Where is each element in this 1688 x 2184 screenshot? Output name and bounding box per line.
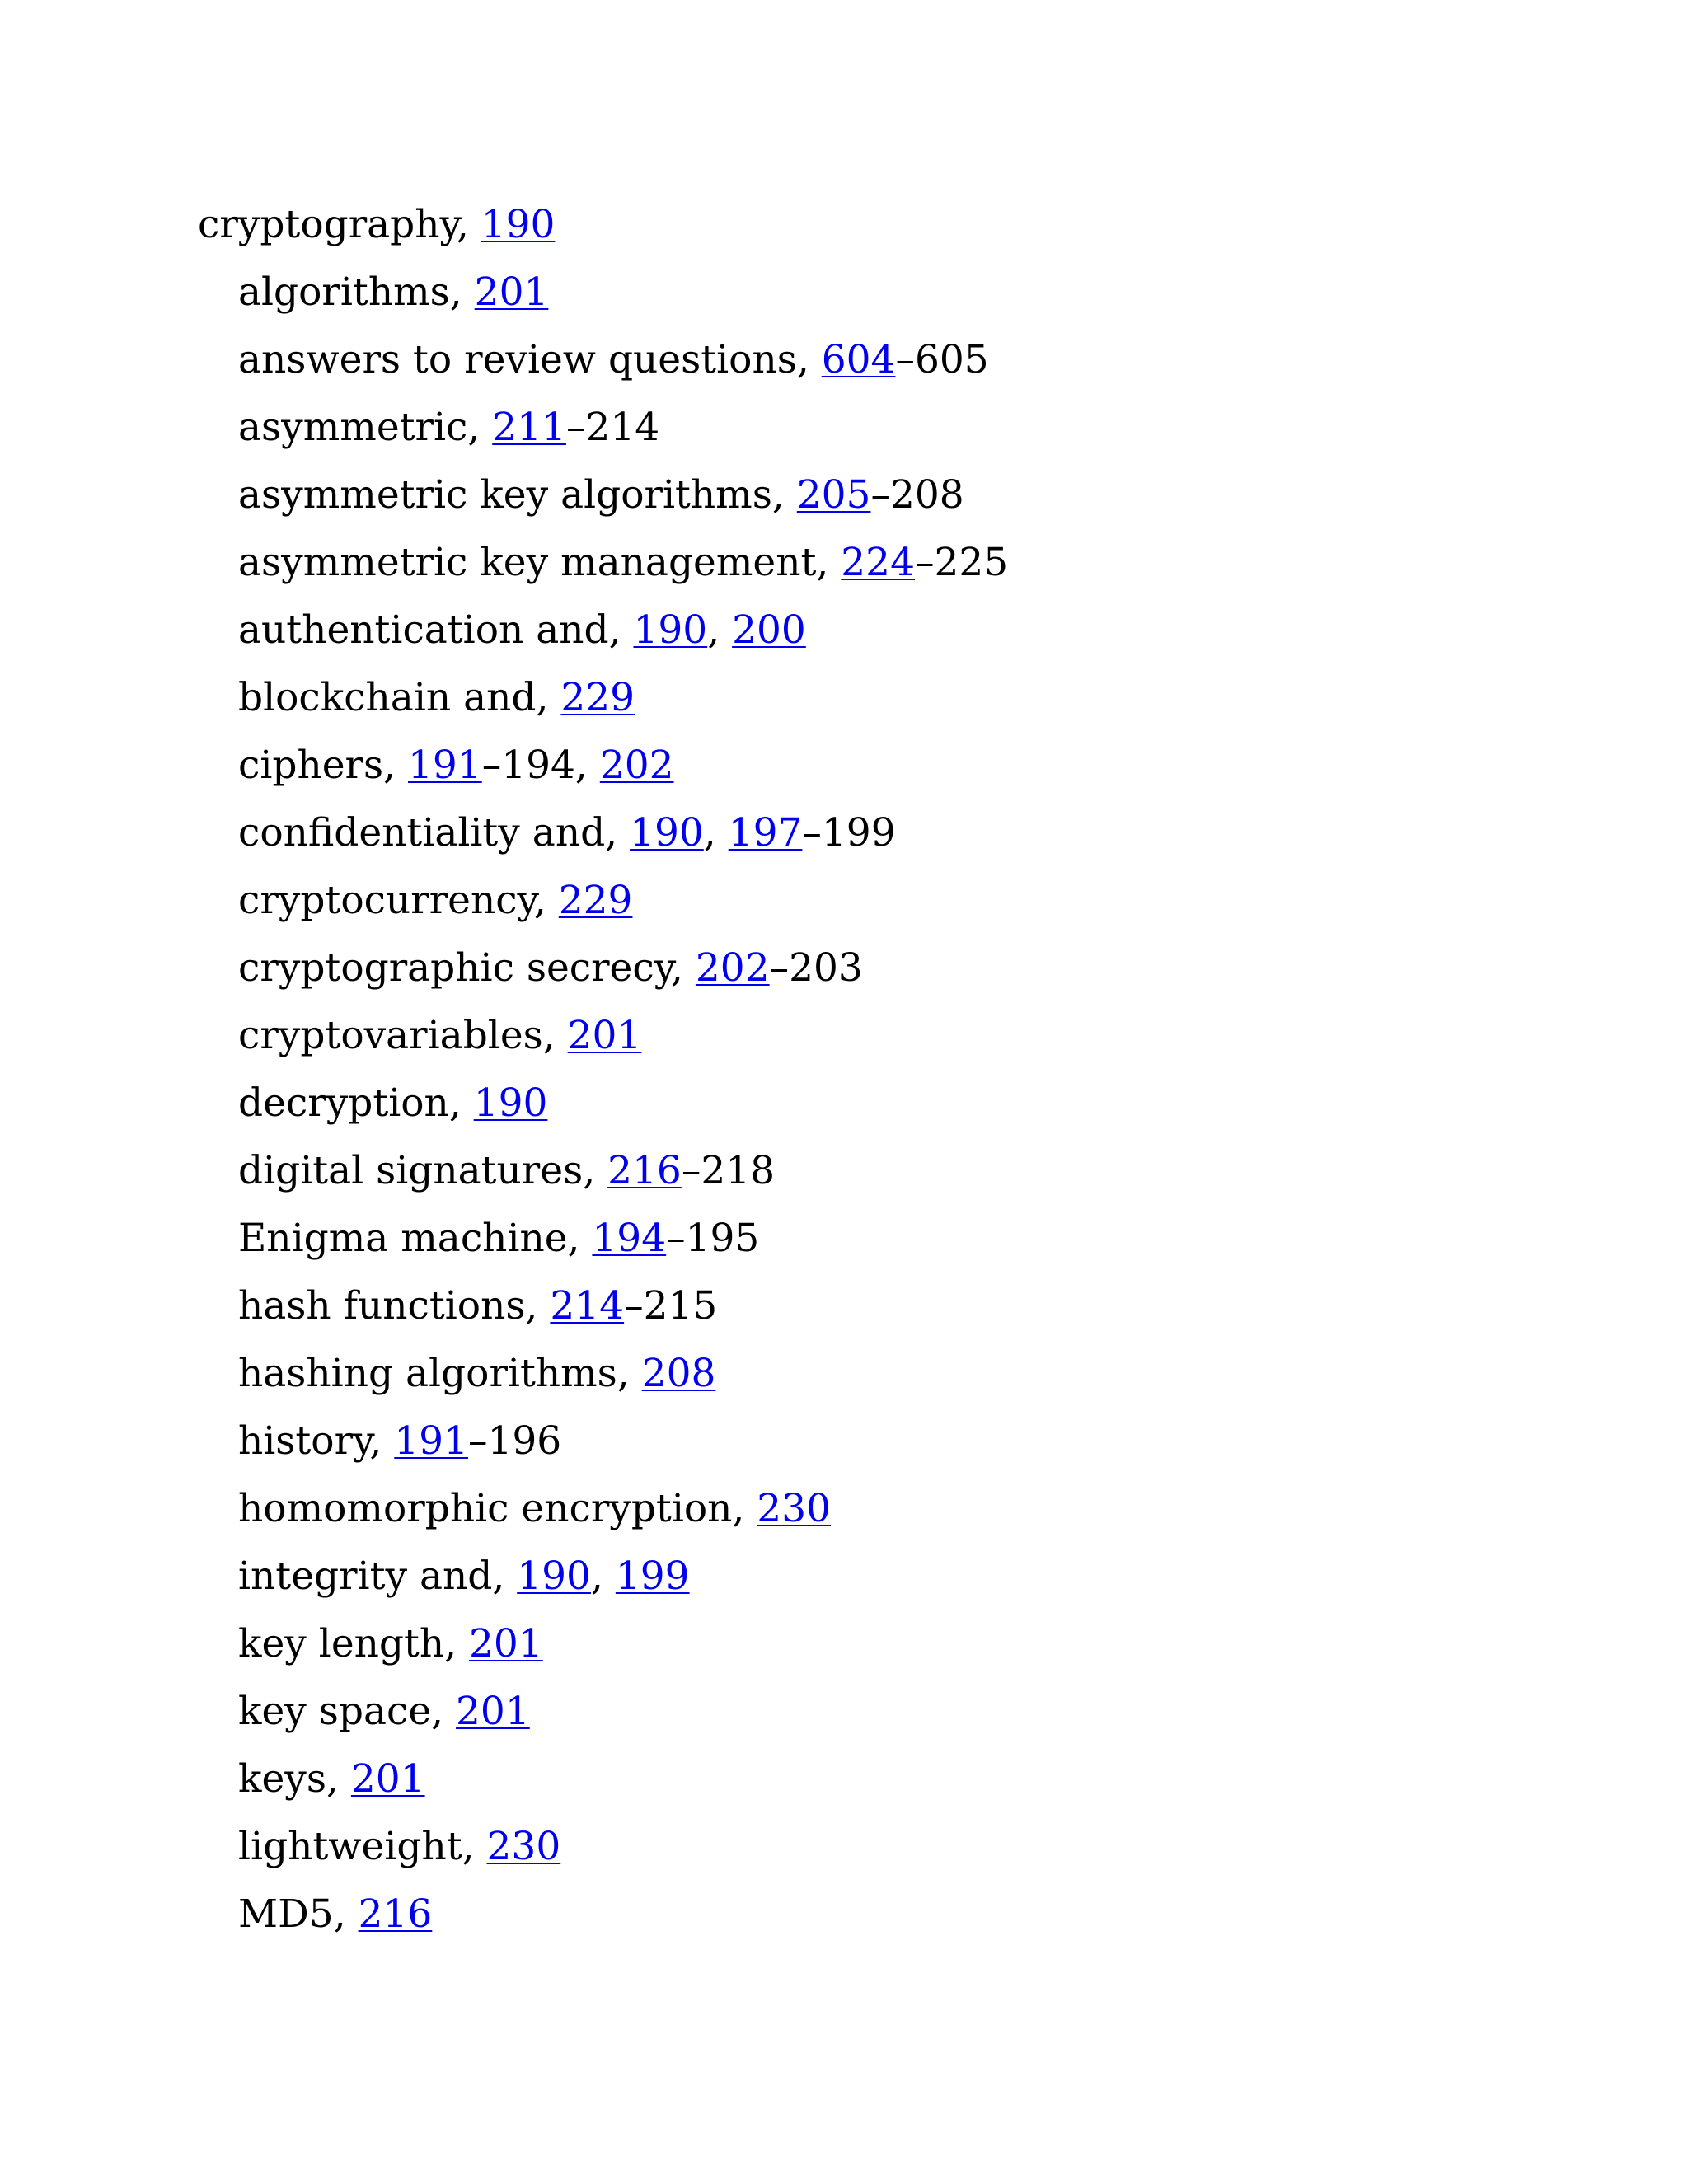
index-subentry	[198, 1813, 1008, 1881]
index-entry-main	[198, 191, 1008, 259]
page-ref-link[interactable]: 205	[796, 472, 871, 518]
page-range-text: –208	[870, 472, 964, 518]
index-subentry	[198, 1137, 1008, 1205]
index-subentry	[198, 394, 1008, 462]
page-range-text: –225	[915, 540, 1009, 585]
index-subentry	[198, 935, 1008, 1002]
page-ref-link[interactable]: 230	[757, 1486, 832, 1531]
entry-term: cryptography,	[198, 202, 481, 247]
subentry-term: integrity and,	[238, 1554, 518, 1599]
page-ref-link[interactable]: 190	[481, 202, 556, 247]
page-ref-link[interactable]: 202	[695, 945, 770, 991]
subentry-term: confidentiality and,	[238, 810, 631, 855]
page-ref-link[interactable]: 229	[558, 878, 633, 923]
page-ref-link[interactable]: 190	[633, 607, 708, 653]
page-ref-link[interactable]: 201	[474, 269, 549, 315]
subentry-term: Enigma machine,	[238, 1216, 593, 1261]
subentry-term: key space,	[238, 1689, 457, 1734]
subentry-term: cryptocurrency,	[238, 878, 559, 923]
subentry-term: hashing algorithms,	[238, 1351, 642, 1396]
page-range-text: ,	[590, 1554, 616, 1599]
index-subentry	[198, 867, 1008, 935]
subentry-term: decryption,	[238, 1080, 474, 1126]
index-subentry	[198, 1881, 1008, 1948]
page-range-text: –214	[565, 405, 660, 450]
page-ref-link[interactable]: 190	[630, 810, 704, 855]
page-ref-link[interactable]: 191	[394, 1418, 468, 1464]
page-range-text: –199	[802, 810, 896, 855]
page-ref-link[interactable]: 230	[486, 1824, 561, 1869]
page-ref-link[interactable]: 197	[728, 810, 803, 855]
index-subentry	[198, 326, 1008, 394]
subentry-term: answers to review questions,	[238, 337, 822, 382]
index-subentry	[198, 462, 1008, 529]
subentry-term: history,	[238, 1418, 395, 1464]
index-subentry	[198, 1272, 1008, 1340]
page-ref-link[interactable]: 216	[607, 1148, 682, 1193]
page-range-text: –194,	[481, 743, 600, 788]
subentry-term: ciphers,	[238, 743, 408, 788]
page-range-text: –605	[895, 337, 989, 382]
page-ref-link[interactable]: 201	[469, 1621, 543, 1666]
subentry-term: asymmetric,	[238, 405, 493, 450]
page-ref-link[interactable]: 202	[599, 743, 674, 788]
subentry-term: asymmetric key algorithms,	[238, 472, 797, 518]
index-subentry	[198, 529, 1008, 597]
page-ref-link[interactable]: 229	[560, 675, 635, 720]
page-ref-link[interactable]: 190	[473, 1080, 548, 1126]
page-ref-link[interactable]: 604	[821, 337, 896, 382]
index-subentry	[198, 259, 1008, 326]
page-ref-link[interactable]: 200	[732, 607, 806, 653]
index-subentry	[198, 664, 1008, 732]
subentry-term: digital signatures,	[238, 1148, 608, 1193]
subentry-term: MD5,	[238, 1891, 359, 1937]
index-subentry	[198, 799, 1008, 867]
page-ref-link[interactable]: 191	[408, 743, 482, 788]
page-ref-link[interactable]: 224	[841, 540, 915, 585]
subentry-term: homomorphic encryption,	[238, 1486, 757, 1531]
index-subentry	[198, 1610, 1008, 1678]
index-subentry	[198, 1543, 1008, 1610]
page-range-text: –196	[467, 1418, 562, 1464]
page-ref-link[interactable]: 214	[550, 1283, 625, 1329]
subentry-term: blockchain and,	[238, 675, 561, 720]
page-range-text: –215	[624, 1283, 718, 1329]
index-subentry	[198, 1340, 1008, 1408]
index-subentry	[198, 1746, 1008, 1813]
page-ref-link[interactable]: 190	[517, 1554, 591, 1599]
subentry-term: key length,	[238, 1621, 470, 1666]
subentry-term: cryptovariables,	[238, 1013, 568, 1058]
subentry-term: keys,	[238, 1756, 351, 1802]
index-subentry	[198, 1475, 1008, 1543]
page-ref-link[interactable]: 211	[492, 405, 566, 450]
index-subentry	[198, 1070, 1008, 1137]
subentry-term: lightweight,	[238, 1824, 487, 1869]
page-ref-link[interactable]: 201	[350, 1756, 425, 1802]
subentry-term: hash functions,	[238, 1283, 551, 1329]
page-ref-link[interactable]: 208	[641, 1351, 716, 1396]
index-subentry	[198, 1205, 1008, 1272]
page-range-text: –218	[681, 1148, 776, 1193]
page-range-text: –195	[666, 1216, 760, 1261]
index-subentry	[198, 732, 1008, 799]
subentry-term: authentication and,	[238, 607, 634, 653]
page-range-text: ,	[707, 607, 733, 653]
page-ref-link[interactable]: 201	[456, 1689, 530, 1734]
page-range-text: –203	[769, 945, 863, 991]
page-range-text: ,	[703, 810, 729, 855]
index-list	[198, 191, 1008, 1948]
subentry-term: algorithms,	[238, 269, 475, 315]
page-ref-link[interactable]: 199	[615, 1554, 690, 1599]
subentry-term: asymmetric key management,	[238, 540, 842, 585]
index-subentry	[198, 597, 1008, 664]
index-subentry	[198, 1002, 1008, 1070]
index-subentry	[198, 1408, 1008, 1475]
page-ref-link[interactable]: 201	[567, 1013, 642, 1058]
index-subentry	[198, 1678, 1008, 1746]
page-ref-link[interactable]: 216	[358, 1891, 433, 1937]
subentry-term: cryptographic secrecy,	[238, 945, 696, 991]
page-ref-link[interactable]: 194	[592, 1216, 667, 1261]
